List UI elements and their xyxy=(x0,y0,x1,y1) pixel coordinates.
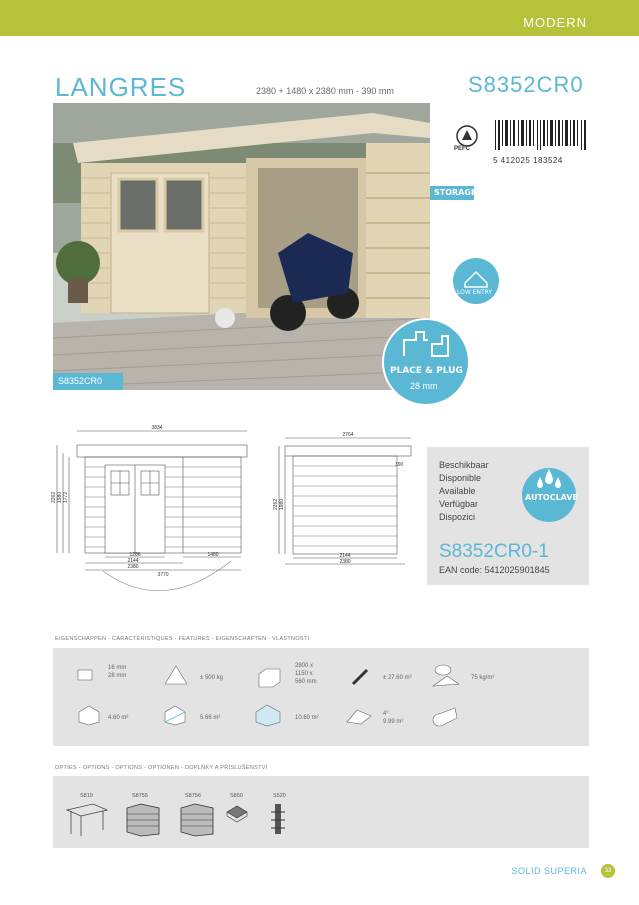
low-entry-badge xyxy=(452,257,500,305)
roofing-roll-icon xyxy=(431,704,461,728)
availability-code: S8352CR0-1 xyxy=(439,541,549,562)
availability-line: Verfügbar xyxy=(439,499,479,509)
front-height-2: 1980 xyxy=(57,491,63,503)
roof-load-icon xyxy=(429,662,463,688)
anchor-kit-icon xyxy=(269,800,289,840)
autoclave-badge xyxy=(521,461,577,523)
storage-tag: STORAGE xyxy=(430,186,474,200)
front-door-width: 1286 xyxy=(129,552,141,558)
feature-floor-area: 4.60 m² xyxy=(108,715,129,721)
place-plug-badge xyxy=(382,318,470,406)
availability-line: Beschikbaar xyxy=(439,460,489,470)
side-outer: 2380 xyxy=(339,559,351,565)
place-plug-label: PLACE & PLUG xyxy=(390,366,463,376)
front-elevation-drawing xyxy=(53,423,249,593)
side-inner: 2144 xyxy=(339,553,351,559)
options-heading: OPTIES - OPTIONS - OPTIONS - OPTIONEN - DOPLŇKY A PŘÍSLUŠENSTVÍ xyxy=(55,765,268,771)
option-code: S8755 xyxy=(132,793,148,799)
wall-thickness-icon xyxy=(77,668,93,682)
side-storage-icon xyxy=(123,800,163,838)
side-storage-2-icon xyxy=(177,800,217,838)
feature-inner-area: 5.66 m² xyxy=(200,715,221,721)
total-area-icon xyxy=(253,702,283,728)
product-name: LANGRES xyxy=(55,72,187,102)
autoclave-label: AUTOCLAVE xyxy=(525,493,578,502)
feature-load: ± 500 kg xyxy=(200,675,223,681)
wall-thickness: 28 mm xyxy=(410,381,438,391)
front-total: 3770 xyxy=(157,572,169,578)
feature-package: 2800 x 1150 x 560 mm xyxy=(295,663,317,685)
side-height-1: 2262 xyxy=(273,498,279,510)
front-height-3: 1772 xyxy=(63,491,69,503)
floor-area-icon xyxy=(77,704,101,726)
front-overhang: 1480 xyxy=(207,552,219,558)
availability-line: Disponible xyxy=(439,473,482,483)
option-code: S520 xyxy=(273,793,286,799)
product-dimensions: 2380 + 1480 x 2380 mm - 390 mm xyxy=(256,86,394,96)
features-heading: EIGENSCHAPPEN - CARACTÉRISTIQUES - FEATURES - EIGENSCHAFTEN - VLASTNOSTI xyxy=(55,636,310,642)
option-code: S8756 xyxy=(185,793,201,799)
option-code: S850 xyxy=(230,793,243,799)
availability-lines xyxy=(439,459,489,524)
feature-roof: 4° 9.99 m² xyxy=(383,711,404,725)
barcode-number: 5 412025 183524 xyxy=(493,156,563,165)
side-width-top: 2764 xyxy=(342,432,354,438)
package-size-icon xyxy=(256,666,282,688)
ean-code: EAN code: 5412025901845 xyxy=(439,565,550,575)
header-bar xyxy=(0,0,639,36)
front-outer: 2380 xyxy=(127,564,139,570)
floor-kit-icon xyxy=(225,802,249,824)
availability-line: Dispozici xyxy=(439,512,476,522)
low-entry-label: LOW ENTRY xyxy=(457,289,493,296)
feature-roof-load: 75 kg/m² xyxy=(471,675,495,681)
option-code: S819 xyxy=(80,793,93,799)
page-number: 33 xyxy=(601,864,615,878)
side-height-2: 1980 xyxy=(279,498,285,510)
availability-panel xyxy=(427,447,589,585)
pergola-icon xyxy=(65,800,109,838)
snow-load-icon xyxy=(163,664,189,686)
features-panel xyxy=(53,648,589,746)
feature-paint: ± 27.60 m² xyxy=(383,675,412,681)
availability-line: Available xyxy=(439,486,476,496)
photo-code-label: S8352CR0 xyxy=(53,373,123,390)
paint-brush-icon xyxy=(349,666,371,688)
product-photo xyxy=(53,103,430,390)
pefc-text: PEFC xyxy=(454,146,471,152)
front-height-1: 2262 xyxy=(51,491,57,503)
product-code: S8352CR0 xyxy=(468,72,584,97)
series-name: SOLID SUPERIA xyxy=(511,866,587,876)
front-inner: 2144 xyxy=(127,558,139,564)
front-width-top: 3834 xyxy=(151,425,163,431)
category-label: MODERN xyxy=(523,15,587,30)
roof-slope-icon xyxy=(345,706,373,726)
side-elevation-drawing xyxy=(275,430,415,570)
feature-total-area: 10.60 m² xyxy=(295,715,319,721)
options-panel xyxy=(53,776,589,848)
inner-area-icon xyxy=(163,704,187,726)
barcode xyxy=(493,120,588,165)
side-eave: 390 xyxy=(395,462,404,468)
feature-wall: 16 mm 28 mm xyxy=(108,665,127,679)
